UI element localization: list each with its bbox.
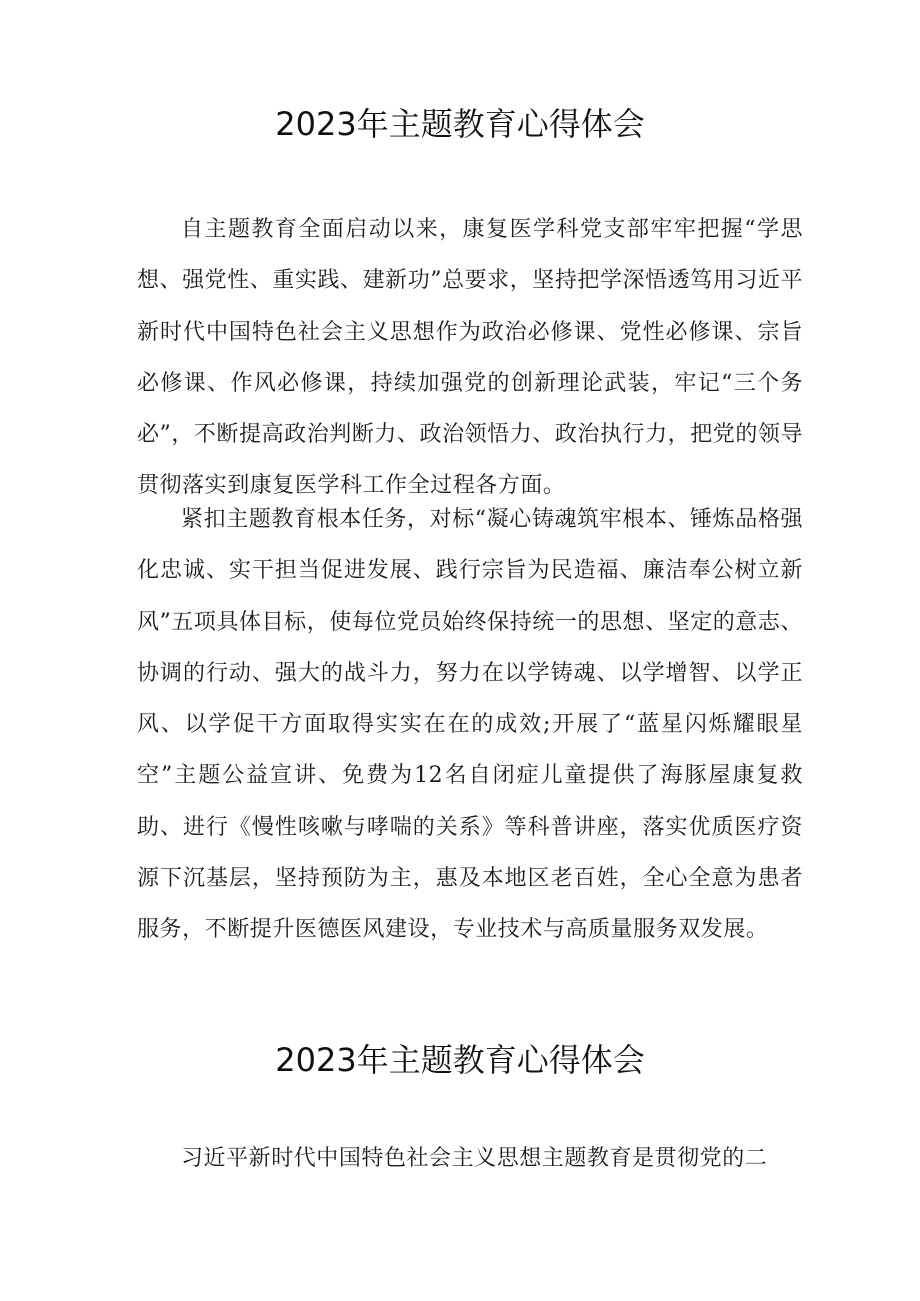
paragraph: 习近平新时代中国特色社会主义思想主题教育是贯彻党的二 (181, 1146, 768, 1171)
paragraph: 自主题教育全面启动以来，康复医学科党支部牢牢把握“学思想、强党性、重实践、建新功”总要求，坚持把学深悟透笃用习近平新时代中国特色社会主义思想作为政治必修课、党性必修课、宗旨必修课、作风必修课，持续加强党的创新理论武装，牢记“三个务必”，不断提高政治判断力、政治领悟力、政治执行力，把党的领导贯彻落实到康复医学科工作全过程各方面。 (137, 217, 803, 499)
section-title: 2023年主题教育心得体会 (275, 105, 645, 143)
paragraph: 紧扣主题教育根本任务，对标“凝心铸魂筑牢根本、锤炼品格强化忠诚、实干担当促进发展、践行宗旨为民造福、廉洁奉公树立新风”五项具体目标，使每位党员始终保持统一的思想、坚定的意志、协调的行动、强大的战斗力，努力在以学铸魂、以学增智、以学正风、以学促干方面取得实实在在的成效;开展了“蓝星闪烁耀眼星空”主题公益宣讲、免费为12名自闭症儿童提供了海豚屋康复救助、进行《慢性咳嗽与哮喘的关系》等科普讲座，落实优质医疗资源下沉基层，坚持预防为主，惠及本地区老百姓，全心全意为患者服务，不断提升医德医风建设，专业技术与高质量服务双发展。 (137, 507, 803, 943)
section-title: 2023年主题教育心得体会 (275, 1041, 645, 1079)
